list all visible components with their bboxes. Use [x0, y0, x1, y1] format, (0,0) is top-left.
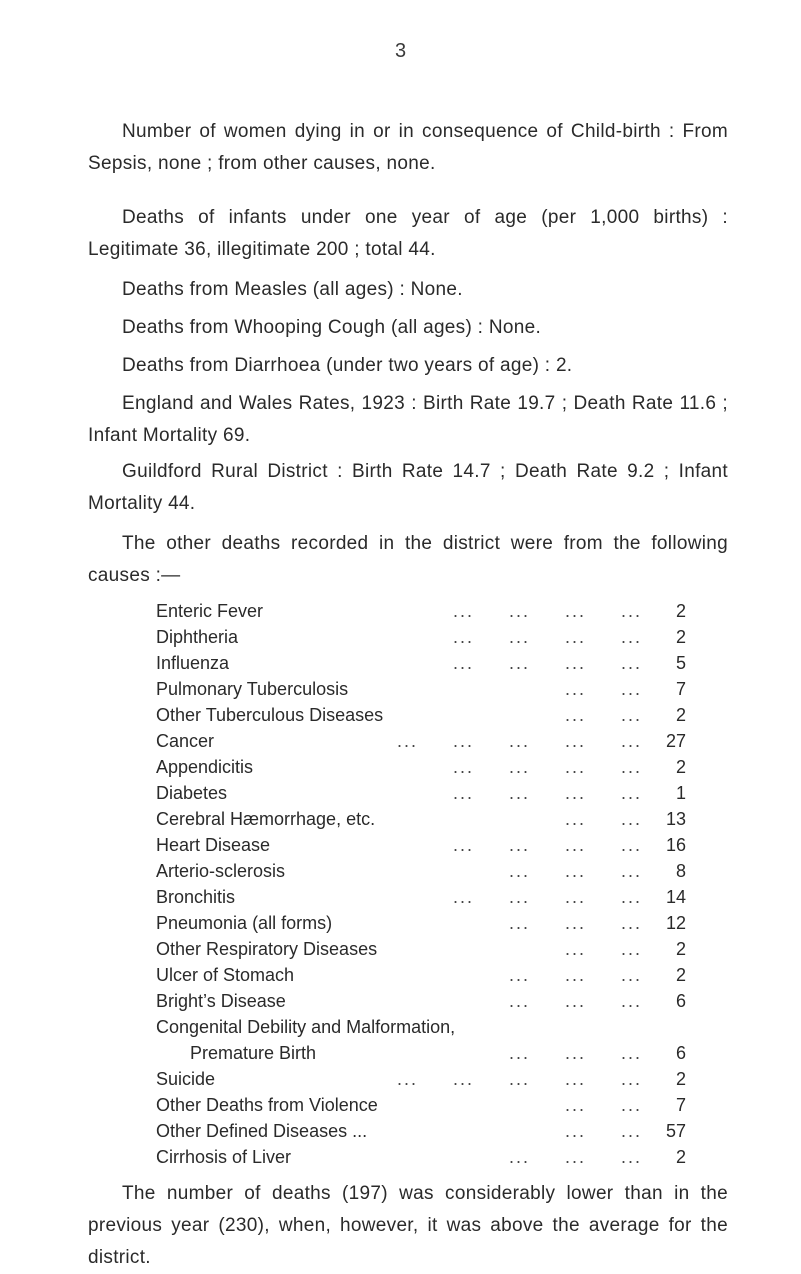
cause-count: 2: [675, 1069, 686, 1089]
cause-leader-dots: ... ... ... ...: [452, 653, 642, 673]
cause-leader-dots: ... ... ... ... ...: [396, 1069, 642, 1089]
cause-count: 1: [675, 783, 686, 803]
cause-leader-dots: ... ... ... ...: [452, 835, 642, 855]
cause-label: Other Respiratory Diseases: [156, 939, 378, 959]
paragraph-other-deaths-intro: The other deaths recorded in the district were from the following causes :—: [88, 533, 728, 586]
cause-row: [156, 936, 686, 962]
cause-row: [156, 728, 686, 754]
cause-leader-dots: ... ... ... ...: [452, 601, 642, 621]
cause-row: [156, 884, 686, 910]
cause-row: [156, 832, 686, 858]
cause-leader-dots: ... ... ...: [508, 965, 642, 985]
cause-row: [156, 754, 686, 780]
cause-row: [156, 962, 686, 988]
cause-count: 2: [675, 939, 686, 959]
cause-label: Other Defined Diseases ...: [156, 1121, 368, 1141]
cause-label: Pulmonary Tuberculosis: [156, 679, 349, 699]
cause-count: 57: [665, 1121, 686, 1141]
cause-count: 8: [675, 861, 686, 881]
cause-count: 6: [675, 991, 686, 1011]
cause-count: 5: [675, 653, 686, 673]
causes-of-death-table: [156, 598, 686, 1170]
cause-label: Bronchitis: [156, 887, 236, 907]
page-number: 3: [394, 40, 407, 62]
cause-row: [156, 806, 686, 832]
cause-count: 7: [675, 679, 686, 699]
cause-label: Suicide: [156, 1069, 216, 1089]
cause-label: Cancer: [156, 731, 215, 751]
cause-row: [156, 910, 686, 936]
cause-label: Ulcer of Stomach: [156, 965, 295, 985]
cause-row: [156, 702, 686, 728]
cause-count: 6: [675, 1043, 686, 1063]
cause-count: 2: [675, 601, 686, 621]
cause-label: Appendicitis: [156, 757, 254, 777]
cause-row: [156, 1014, 686, 1040]
cause-row: [156, 1066, 686, 1092]
cause-label: Enteric Fever: [156, 601, 264, 621]
cause-leader-dots: ... ... ... ...: [452, 887, 642, 907]
cause-leader-dots: ... ...: [564, 1121, 642, 1141]
cause-leader-dots: ... ... ... ...: [452, 783, 642, 803]
cause-row: [156, 650, 686, 676]
cause-label: Diabetes: [156, 783, 228, 803]
cause-count: 2: [675, 1147, 686, 1167]
cause-row: [156, 780, 686, 806]
cause-row: [156, 676, 686, 702]
cause-count: 12: [665, 913, 686, 933]
paragraph-guildford-rates: Guildford Rural District : Birth Rate 14.7 ; Death Rate 9.2 ; Infant Mortality 44.: [88, 461, 728, 514]
paragraph-whooping-cough: Deaths from Whooping Cough (all ages) : None.: [122, 317, 542, 338]
paragraph-diarrhoea: Deaths from Diarrhoea (under two years of age) : 2.: [122, 355, 573, 376]
cause-label: Cerebral Hæmorrhage, etc.: [156, 809, 376, 829]
cause-row: [156, 598, 686, 624]
cause-count: 2: [675, 757, 686, 777]
cause-label: Diphtheria: [156, 627, 239, 647]
cause-count: 2: [675, 705, 686, 725]
cause-label: Arterio-sclerosis: [156, 861, 286, 881]
cause-leader-dots: ... ... ... ...: [452, 757, 642, 777]
paragraph-england-wales-rates: England and Wales Rates, 1923 : Birth Rate 19.7 ; Death Rate 11.6 ; Infant Mortality 69.: [88, 393, 728, 446]
cause-leader-dots: ... ...: [564, 705, 642, 725]
cause-label: Congenital Debility and Malformation,: [156, 1017, 456, 1037]
paragraph-closing: The number of deaths (197) was considerably lower than in the previous year (230), when, however, it was above the average for the district.: [88, 1183, 728, 1268]
cause-row: [156, 1118, 686, 1144]
cause-leader-dots: ... ... ...: [508, 1147, 642, 1167]
cause-leader-dots: ... ... ...: [508, 991, 642, 1011]
cause-leader-dots: ... ...: [564, 679, 642, 699]
cause-label: Pneumonia (all forms): [156, 913, 333, 933]
cause-row: [156, 858, 686, 884]
cause-label: Other Tuberculous Diseases: [156, 705, 384, 725]
cause-count: 2: [675, 627, 686, 647]
cause-leader-dots: ... ...: [564, 939, 642, 959]
cause-count: 27: [665, 731, 686, 751]
cause-count: 13: [665, 809, 686, 829]
cause-label: Influenza: [156, 653, 230, 673]
cause-row: [156, 1040, 686, 1066]
cause-row: [156, 988, 686, 1014]
cause-row: [156, 1092, 686, 1118]
cause-count: 16: [665, 835, 686, 855]
cause-row: [156, 624, 686, 650]
cause-leader-dots: ... ... ... ... ...: [396, 731, 642, 751]
cause-count: 14: [665, 887, 686, 907]
cause-count: 2: [675, 965, 686, 985]
paragraph-infant-deaths: Deaths of infants under one year of age (per 1,000 births) : Legitimate 36, illegitimate 200 ; total 44.: [88, 207, 728, 260]
cause-leader-dots: ... ... ...: [508, 861, 642, 881]
cause-label: Other Deaths from Violence: [156, 1095, 378, 1115]
cause-label: Premature Birth: [190, 1043, 317, 1063]
cause-leader-dots: ... ...: [564, 1095, 642, 1115]
cause-row: [156, 1144, 686, 1170]
cause-count: 7: [675, 1095, 686, 1115]
cause-label: Bright’s Disease: [156, 991, 286, 1011]
paragraph-childbirth-deaths: Number of women dying in or in consequence of Child-birth : From Sepsis, none ; from other causes, none.: [88, 121, 728, 174]
cause-leader-dots: ... ... ...: [508, 913, 642, 933]
cause-leader-dots: ... ...: [564, 809, 642, 829]
cause-leader-dots: ... ... ... ...: [452, 627, 642, 647]
paragraph-measles: Deaths from Measles (all ages) : None.: [122, 279, 463, 300]
cause-leader-dots: ... ... ...: [508, 1043, 642, 1063]
cause-label: Cirrhosis of Liver: [156, 1147, 292, 1167]
cause-label: Heart Disease: [156, 835, 271, 855]
